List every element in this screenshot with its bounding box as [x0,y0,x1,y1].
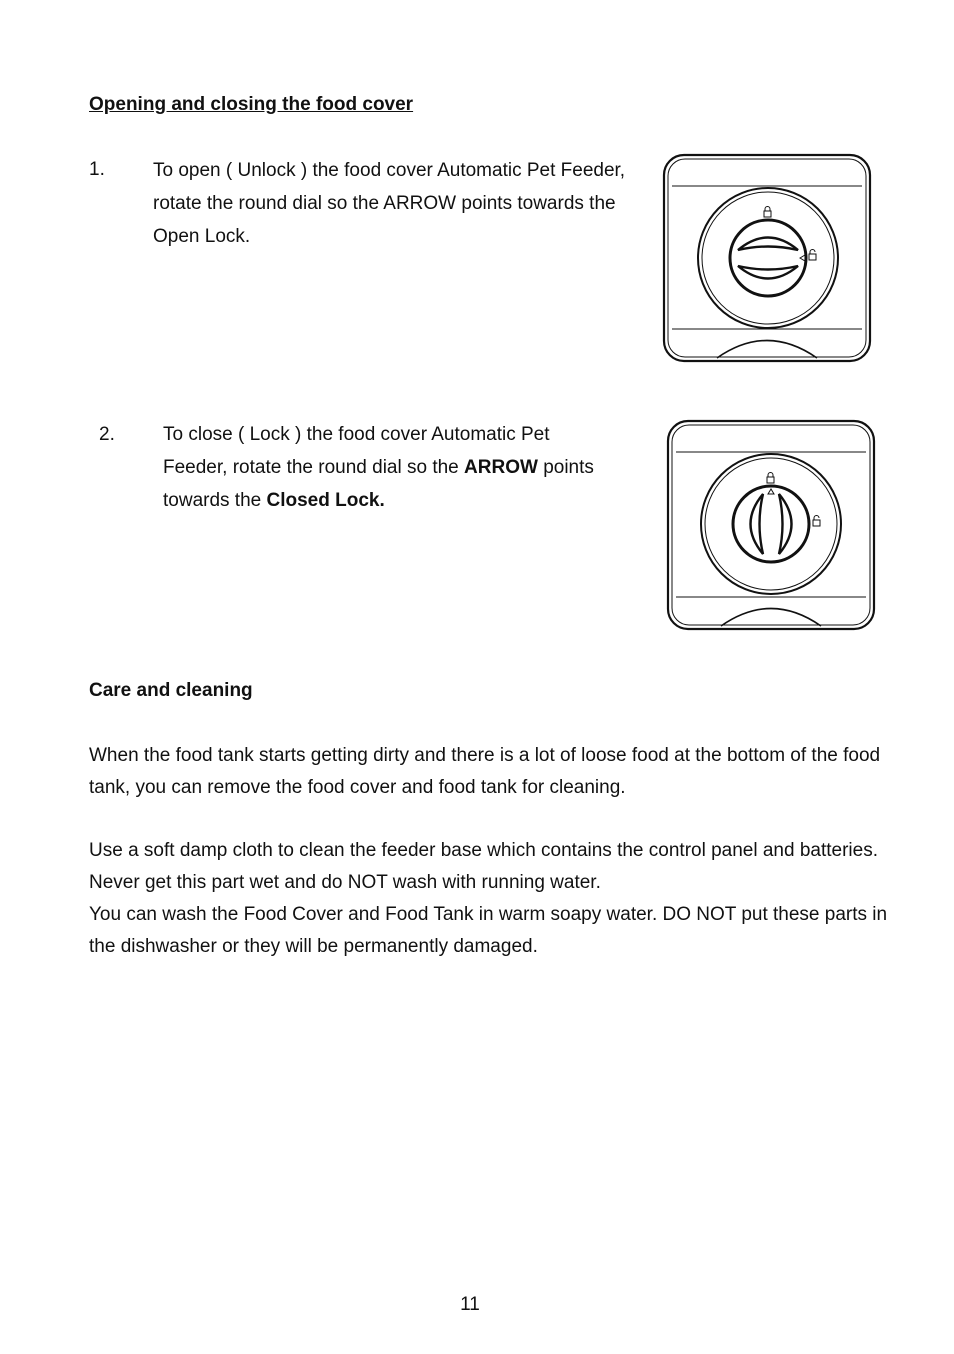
step-2-bold-closed-lock: Closed Lock. [266,490,385,511]
step-2-number: 2. [99,424,115,445]
step-1-number: 1. [89,159,105,180]
care-paragraph-1: When the food tank starts getting dirty and there is a lot of loose food at the bottom of the food tank, you can remove the food cover and food tank for cleaning. [89,745,881,798]
feeder-dial-unlocked-icon [662,153,872,363]
feeder-dial-locked-icon [666,419,876,631]
care-paragraph-2 [89,835,889,963]
step-2-text-b: points towards the [163,457,594,511]
care-paragraph-2-line-1: Use a soft damp cloth to clean the feeder base which contains the control panel and batteries. Never get this part wet and do NOT wash with running water. [89,840,878,893]
section-title-care: Care and cleaning [89,680,253,701]
step-2-text-a: To close ( Lock ) the food cover Automatic Pet Feeder, rotate the round dial so the [163,424,550,478]
care-paragraph-2-line-2: You can wash the Food Cover and Food Tank in warm soapy water. DO NOT put these parts in the dishwasher or they will be permanently damaged. [89,904,888,957]
page-number: 11 [460,1294,480,1315]
section-title-opening: Opening and closing the food cover [89,94,414,115]
step-1-text: To open ( Unlock ) the food cover Automatic Pet Feeder, rotate the round dial so the ARROW points towards the Open Lock. [153,160,626,247]
step-2-text [163,418,603,517]
step-2-bold-arrow: ARROW [464,457,538,478]
